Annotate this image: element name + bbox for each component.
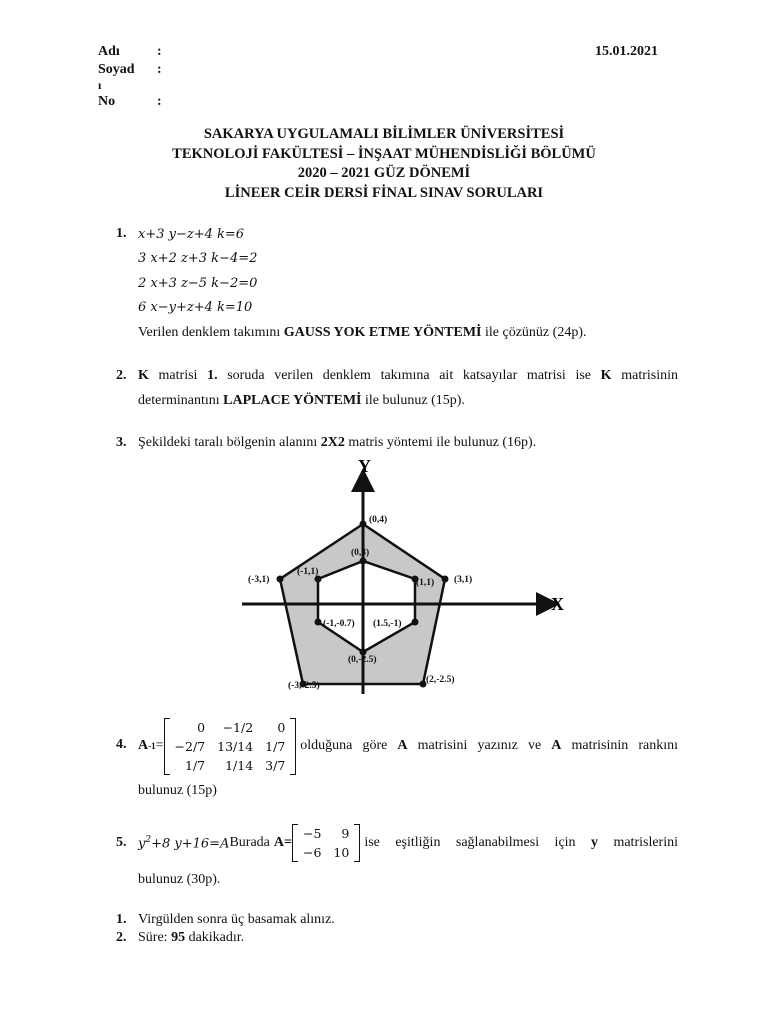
- q1-number: 1.: [116, 226, 127, 241]
- exam-date: 15.01.2021: [595, 44, 658, 59]
- number-colon: :: [157, 94, 162, 109]
- label-m1-1: (-1,1): [297, 567, 319, 577]
- q4-line-1: A -1 = 0 −1/2 0 −2/7 13/14 1/7 1/7 1/14 3/7 olduğuna göre A matrisini yazınız ve A matrisinin rankını: [138, 719, 678, 773]
- surname-colon: :: [157, 62, 162, 77]
- vertex-3-1: [442, 576, 449, 583]
- note-2-text: Süre: 95 dakikadır.: [138, 930, 245, 945]
- q4-text: olduğuna göre A matrisini yazınız ve A matrisinin rankını: [300, 738, 678, 753]
- faculty-title: TEKNOLOJİ FAKÜLTESİ – İNŞAAT MÜHENDİSLİĞİ BÖLÜMÜ: [172, 146, 596, 162]
- vertex-m1-m07: [315, 619, 322, 626]
- x-axis-label: X: [551, 594, 564, 614]
- q4-matrix: 0 −1/2 0 −2/7 13/14 1/7 1/7 1/14 3/7: [164, 718, 297, 775]
- university-title: SAKARYA UYGULAMALI BİLİMLER ÜNİVERSİTESİ: [203, 126, 565, 142]
- note-1-number: 1.: [116, 912, 127, 927]
- surname-label-cont: ı: [98, 78, 102, 92]
- q1-equation-3: 2 x+3 z−5 k−2=0: [138, 276, 258, 291]
- label-3-1: (3,1): [454, 575, 473, 585]
- q5-matrix: −5 9 −6 10: [292, 824, 360, 862]
- number-label: No: [98, 94, 116, 109]
- q2-line-1: K matrisi 1. soruda verilen denklem takımına ait katsayılar matrisi ise K matrisinin: [138, 368, 678, 383]
- label-m3-1: (-3,1): [248, 575, 270, 585]
- q5-equation: $y^2+8$ y+16=A: [138, 834, 230, 852]
- q1-instruction: Verilen denklem takımını GAUSS YOK ETME YÖNTEMİ ile çözünüz (24p).: [138, 325, 587, 340]
- q2-number: 2.: [116, 368, 127, 383]
- q3-number: 3.: [116, 435, 127, 450]
- q1-equation-2: 3 x+2 z+3 k−4=2: [138, 251, 258, 266]
- note-2-number: 2.: [116, 930, 127, 945]
- surname-label: Soyad: [98, 62, 135, 77]
- q2-line-2: determinantını LAPLACE YÖNTEMİ ile bulunuz (15p).: [138, 393, 465, 408]
- label-0-4: (0,4): [369, 515, 388, 525]
- vertex-m3-1: [277, 576, 284, 583]
- q5-line-2: bulunuz (30p).: [138, 872, 221, 887]
- q1-equation-1: x+3 y−z+4 k=6: [138, 227, 245, 242]
- name-label: Adı: [98, 44, 120, 59]
- q4-line-2: bulunuz (15p): [138, 783, 217, 798]
- label-0-m25: (0,-2.5): [348, 655, 377, 665]
- note-1-text: Virgülden sonra üç basamak alınız.: [138, 912, 335, 927]
- q5-text: ise eşitliğin sağlanabilmesi için y matrislerini: [364, 835, 678, 850]
- shaded-region-figure: [230, 452, 575, 700]
- label-0-3: (0,3): [351, 548, 370, 558]
- q3-instruction: Şekildeki taralı bölgenin alanını 2X2 matris yöntemi ile bulunuz (16p).: [138, 435, 537, 450]
- q5-line-1: $y^2+8$ y+16=A Burada A= −5 9 −6 10 ise eşitliğin sağlanabilmesi için y matrislerini: [138, 826, 678, 860]
- q1-equation-4: 6 x−y+z+4 k=10: [138, 300, 253, 315]
- y-axis-label: Y: [358, 456, 371, 476]
- vertex-0-4: [360, 521, 367, 528]
- vertex-15-m1: [412, 619, 419, 626]
- q4-number: 4.: [116, 737, 127, 752]
- label-15-m1: (1.5,-1): [373, 619, 402, 629]
- label-2-m25: (2,-2.5): [426, 675, 455, 685]
- vertex-0-3: [360, 558, 367, 565]
- label-m1-m07: (-1,-0.7): [323, 619, 355, 629]
- q5-number: 5.: [116, 835, 127, 850]
- semester-title: 2020 – 2021 GÜZ DÖNEMİ: [297, 165, 471, 181]
- label-m3-m25: (-3,-2.5): [288, 681, 320, 691]
- exam-title: LİNEER CEİR DERSİ FİNAL SINAV SORULARI: [224, 185, 544, 201]
- name-colon: :: [157, 44, 162, 59]
- label-1-1: (1,1): [416, 578, 435, 588]
